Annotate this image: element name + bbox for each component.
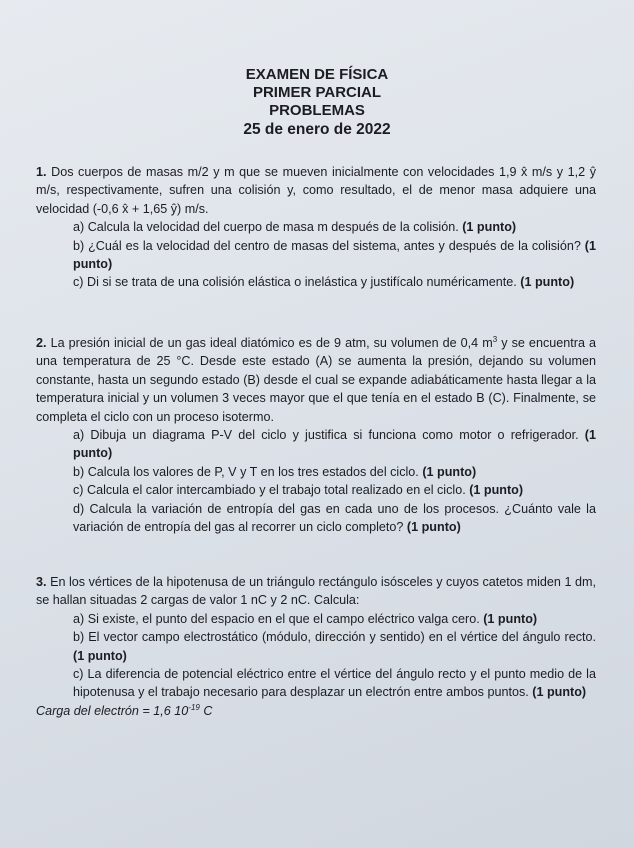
problem-2-part-d: d) Calcula la variación de entropía del gas en cada uno de los procesos. ¿Cuánto vale la variación de entropía del gas al recorrer un ciclo completo? (1 punto) <box>73 501 596 535</box>
problem-3-text: En los vértices de la hipotenusa de un triángulo rectángulo isósceles y cuyos catetos miden 1 dm, se hallan situadas 2 cargas de valor 1 nC y 2 nC. Calcula: <box>36 575 597 608</box>
problem-1-part-c: c) Di si se trata de una colisión elástica o inelástica y justifícalo numéricamente. (1 punto) <box>73 275 575 290</box>
problem-1-part-a: a) Calcula la velocidad del cuerpo de masa m después de la colisión. (1 punto) <box>73 220 517 235</box>
electron-charge-note: Carga del electrón = 1,6 $10^{-19}$ C <box>36 702 213 718</box>
problem-1 <box>36 163 596 292</box>
exam-section: PROBLEMAS <box>269 102 365 119</box>
problem-3-part-b: b) El vector campo electrostático (módulo, dirección y sentido) en el vértice del ángulo recto. (1 punto) <box>73 630 596 663</box>
exam-subtitle: PRIMER PARCIAL <box>252 84 382 101</box>
problem-2-part-c: c) Calcula el calor intercambiado y el trabajo total realizado en el ciclo. (1 punto) <box>73 483 524 498</box>
problem-1-text: Dos cuerpos de masas m/2 y m que se mueven inicialmente con velocidades 1,9 x̂ m/s y 1,2 ŷ m/s, respectivamente, sufren una colisión y, como resultado, el de menor masa adquiere una velocidad (-0,6 x̂ + 1,65 ŷ) m/s. <box>36 165 597 216</box>
problem-2-part-b: b) Calcula los valores de P, V y T en los tres estados del ciclo. (1 punto) <box>73 464 477 479</box>
exam-date: 25 de enero de 2022 <box>243 121 391 138</box>
problem-1-number: 1. <box>36 165 47 179</box>
problem-3-part-c: c) La diferencia de potencial eléctrico entre el vértice del ángulo recto y el punto medio de la hipotenusa y el trabajo necesario para desplazar un electrón entre ambos puntos. (1 punto) <box>73 667 596 700</box>
problem-2 <box>36 334 596 536</box>
exam-header <box>0 66 634 139</box>
problem-1-part-b: b) ¿Cuál es la velocidad del centro de masas del sistema, antes y después de la colisión? (1 punto) <box>73 238 596 272</box>
problem-3-part-a: a) Si existe, el punto del espacio en el que el campo eléctrico valga cero. (1 punto) <box>73 611 538 626</box>
problem-2-statement: 2. La presión inicial de un gas ideal diatómico es de 9 atm, su volumen de 0,4 $m^3$ y se encuentra a una temperatura de 25 °C. Desde este estado (A) se aumenta la presión, dejando su volumen constante, hasta un segundo estado (B) desde el cual se expande adiabáticamente hasta llegar a la temperatura inicial y un volumen 3 veces mayor que el que tenía en el estado B (C). Finalmente, se completa el ciclo con un proceso isotermo. <box>36 334 597 424</box>
problem-3 <box>36 573 596 720</box>
problem-2-part-a: a) Dibuja un diagrama P-V del ciclo y justifica si funciona como motor o refrigerador. (1 punto) <box>73 428 596 461</box>
exam-title: EXAMEN DE FÍSICA <box>245 66 389 83</box>
problem-3-statement <box>36 573 596 610</box>
problem-2-number: 2. <box>36 336 47 350</box>
problem-3-number: 3. <box>36 575 47 589</box>
problem-1-statement <box>36 163 596 218</box>
